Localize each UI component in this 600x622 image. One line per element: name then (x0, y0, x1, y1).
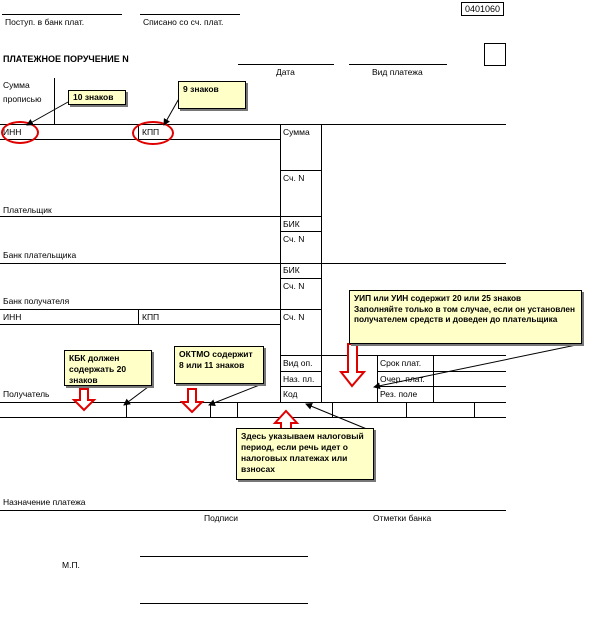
uip-note (349, 290, 582, 344)
red-arrow-down-icon (182, 389, 202, 412)
received-label: Поступ. в банк плат. (5, 17, 85, 27)
payee-bank-account-label: Сч. N (283, 281, 305, 291)
red-arrow-down-icon (341, 344, 364, 386)
payment-term-label: Срок плат. (380, 358, 422, 368)
inn-digits-note: 10 знаков (68, 90, 126, 105)
kbk-note: КБК должен содержать 20 знаков (64, 350, 152, 386)
payment-order-label: Очер. плат. (380, 374, 425, 384)
payee-bank-bik-label: БИК (283, 265, 300, 275)
purpose-code-label: Наз. пл. (283, 374, 315, 384)
form-code: 0401060 (461, 2, 504, 16)
payee-inn-label: ИНН (3, 312, 22, 322)
amount-label: Сумма (283, 127, 310, 137)
payer-kpp-label: КПП (142, 127, 160, 137)
payer-bank-account-label: Сч. N (283, 234, 305, 244)
signatures-label: Подписи (204, 513, 238, 523)
payer-bank-bik-label: БИК (283, 219, 300, 229)
stamp-label: М.П. (62, 560, 80, 570)
form-title: ПЛАТЕЖНОЕ ПОРУЧЕНИЕ N (3, 54, 129, 64)
payer-bank-label: Банк плательщика (3, 250, 77, 260)
tax-period-note: Здесь указываем налоговый период, если речь идет о налоговых платежах или взносах (236, 428, 374, 480)
payment-type-label: Вид платежа (372, 67, 423, 77)
uip-note-body: Заполняйте только в том случае, если он установлен получателем средств и доведен до плательщика (354, 303, 576, 324)
payee-account-label: Сч. N (283, 312, 305, 322)
payee-bank-label: Банк получателя (3, 296, 70, 306)
amount-words-label-1: Сумма (3, 80, 30, 90)
payer-inn-label: ИНН (3, 127, 22, 137)
code-label: Код (283, 389, 298, 399)
payer-label: Плательщик (3, 205, 52, 215)
debited-label: Списано со сч. плат. (143, 17, 224, 27)
date-label: Дата (276, 67, 295, 77)
payment-purpose-label: Назначение платежа (3, 497, 86, 507)
op-type-label: Вид оп. (283, 358, 313, 368)
red-arrow-down-icon (74, 389, 94, 410)
bank-marks-label: Отметки банка (373, 513, 432, 523)
amount-words-label-2: прописью (3, 94, 42, 104)
payer-account-label: Сч. N (283, 173, 305, 183)
payee-kpp-label: КПП (142, 312, 160, 322)
oktmo-note: ОКТМО содержит 8 или 11 знаков (174, 346, 264, 384)
reserve-field-label: Рез. поле (380, 389, 418, 399)
kpp-digits-note: 9 знаков (178, 81, 246, 109)
payee-label: Получатель (3, 389, 50, 399)
uip-note-title: УИП или УИН содержит 20 или 25 знаков (354, 293, 522, 303)
